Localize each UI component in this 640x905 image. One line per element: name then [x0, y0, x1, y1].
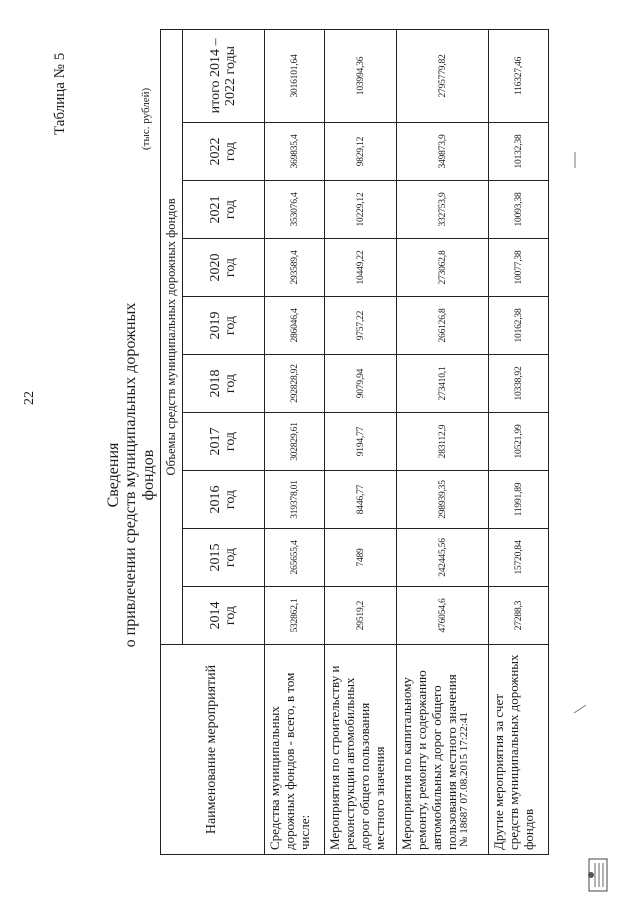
value-cell: 292828,92 [265, 355, 325, 413]
year-header: 2021 год [183, 181, 265, 239]
table-label: Таблица № 5 [52, 52, 68, 135]
year-header: 2022 год [183, 123, 265, 181]
registration-stamp: № 18687 07.08.2015 17:22:41 [458, 712, 470, 847]
value-cell: 532862,1 [265, 587, 325, 645]
value-cell: 3016101,64 [265, 29, 325, 122]
value-cell: 349873,9 [397, 123, 489, 181]
value-cell: 10162,38 [489, 297, 549, 355]
table-row [325, 29, 397, 854]
value-cell: 293589,4 [265, 239, 325, 297]
value-cell: 332753,9 [397, 181, 489, 239]
value-cell: 7489 [325, 529, 397, 587]
value-cell: 286046,4 [265, 297, 325, 355]
value-cell: 273062,8 [397, 239, 489, 297]
value-cell: 9194,77 [325, 413, 397, 471]
table-row [265, 29, 325, 854]
value-cell: 476054,6 [397, 587, 489, 645]
page-number: 22 [22, 391, 37, 405]
document-subtitle: о привлечении средств муниципальных дорожных фондов [122, 302, 157, 648]
value-cell: 10229,12 [325, 181, 397, 239]
value-cell: 10521,99 [489, 413, 549, 471]
value-cell: 11991,89 [489, 471, 549, 529]
scan-mark [570, 150, 580, 170]
year-header: 2018 год [183, 355, 265, 413]
units-note: (тыс. рублей) [140, 87, 152, 150]
table-row [489, 29, 549, 854]
value-cell: 242445,56 [397, 529, 489, 587]
value-cell: 10338,92 [489, 355, 549, 413]
name-column-header: Наименование мероприятий [161, 645, 265, 855]
year-header: 2015 год [183, 529, 265, 587]
value-cell: 27288,3 [489, 587, 549, 645]
year-header: 2014 год [183, 587, 265, 645]
scan-mark [570, 701, 590, 715]
value-cell: 298939,35 [397, 471, 489, 529]
funds-table [160, 29, 549, 855]
value-cell: 10077,38 [489, 239, 549, 297]
table-row [397, 29, 489, 854]
year-header: 2016 год [183, 471, 265, 529]
value-cell: 369835,4 [265, 123, 325, 181]
value-cell: 319378,01 [265, 471, 325, 529]
value-cell: 9829,12 [325, 123, 397, 181]
value-cell: 283112,9 [397, 413, 489, 471]
value-cell: 103994,36 [325, 29, 397, 122]
year-header: 2019 год [183, 297, 265, 355]
row-name: Другие мероприятия за счет средств муниципальных дорожных фондов [489, 645, 549, 855]
value-cell: 265655,4 [265, 529, 325, 587]
value-cell: 29519,2 [325, 587, 397, 645]
value-cell: 353076,4 [265, 181, 325, 239]
document-title: Сведения [105, 442, 122, 508]
value-cell: 116327,46 [489, 29, 549, 122]
funds-group-header: Объемы средств муниципальных дорожных фондов [161, 29, 183, 644]
value-cell: 266126,8 [397, 297, 489, 355]
value-cell: 10132,38 [489, 123, 549, 181]
value-cell: 10093,38 [489, 181, 549, 239]
value-cell: 10449,22 [325, 239, 397, 297]
value-cell: 2795779,82 [397, 29, 489, 122]
value-cell: 9757,22 [325, 297, 397, 355]
year-header: итого 2014 – 2022 годы [183, 29, 265, 122]
year-header: 2017 год [183, 413, 265, 471]
value-cell: 8446,77 [325, 471, 397, 529]
value-cell: 15720,84 [489, 529, 549, 587]
value-cell: 273410,1 [397, 355, 489, 413]
value-cell: 302829,61 [265, 413, 325, 471]
row-name: Средства муниципальных дорожных фондов - всего, в том числе: [265, 645, 325, 855]
seal-icon [585, 857, 611, 893]
value-cell: 9079,94 [325, 355, 397, 413]
row-name: Мероприятия по строительству и реконструкции автомобильных дорог общего пользования местного значения [325, 645, 397, 855]
row-name: Мероприятия по капитальному ремонту, ремонту и содержанию автомобильных дорог общего пользования местного значения [397, 645, 489, 855]
year-header: 2020 год [183, 239, 265, 297]
